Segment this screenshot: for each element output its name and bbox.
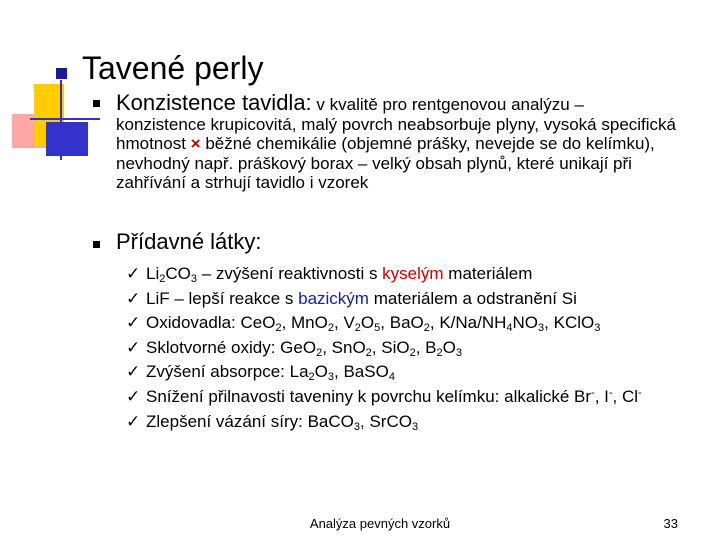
check-icon: ✓ (126, 313, 141, 333)
list-item: ✓ LiF – lepší reakce s bazickým materiálem a odstranění Si (126, 287, 696, 312)
title-bullet-icon (56, 68, 67, 79)
times-icon: × (190, 134, 201, 153)
paragraph-additives: Přídavné látky: (116, 229, 262, 254)
bullet-icon (93, 100, 100, 107)
check-icon: ✓ (126, 411, 141, 431)
paragraph-text: v kvalitě pro rentgenovou analýzu – konzistence krupicovitá, malý povrch neabsorbuje plyny, vysoká specifická hmotnost (116, 95, 677, 153)
check-icon: ✓ (126, 386, 141, 406)
highlight-acidic: kyselým (382, 264, 444, 283)
list-item: ✓ Zlepšení vázání síry: BaCO$_3$, SrCO$_3$ (126, 411, 419, 433)
paragraph-consistency (116, 90, 677, 193)
paragraph-lead: Konzistence tavidla: (116, 90, 312, 115)
check-icon: ✓ (126, 362, 141, 382)
decor-horizontal-line (30, 118, 100, 120)
additives-list (126, 262, 696, 434)
list-item: ✓ Snížení přilnavosti taveniny k povrchu kelímku: alkalické Br-, I-, Cl- (126, 385, 696, 410)
page-number: 33 (663, 516, 678, 531)
highlight-basic: bazickým (298, 288, 369, 308)
list-item: ✓ Sklotvorné oxidy: GeO$_2$, SnO$_2$, SiO$_2$, $B_2O_3$ (126, 337, 462, 359)
list-item: ✓ Oxidovadla: CeO$_2$, MnO$_2$, $V_2O_5$, BaO$_2$, $K/Na/NH_4NO_3$, KClO$_3$ (126, 313, 601, 335)
check-icon: ✓ (126, 337, 141, 357)
slide-title: Tavené perly (82, 50, 264, 86)
list-item: ✓ Zvýšení absorpce: $La_2O_3$, BaSO$_4$ (126, 362, 395, 384)
check-icon: ✓ (126, 264, 141, 283)
check-icon: ✓ (126, 288, 141, 308)
bullet-icon (93, 241, 100, 248)
slide-footer: Analýza pevných vzorků (309, 516, 451, 531)
paragraph-text-cont: běžné chemikálie (objemné prášky, nevejde se do kelímku), nevhodný např. práškový borax – velký obsah plynů, které unikají při zahřívání a strhují tavidlo i vzorek (116, 134, 655, 192)
decor-blue-block (46, 122, 88, 156)
decor-vertical-line (60, 80, 62, 160)
list-item: ✓ $Li_2CO_3$ – zvýšení reaktivnosti s kyselým materiálem (126, 264, 533, 285)
